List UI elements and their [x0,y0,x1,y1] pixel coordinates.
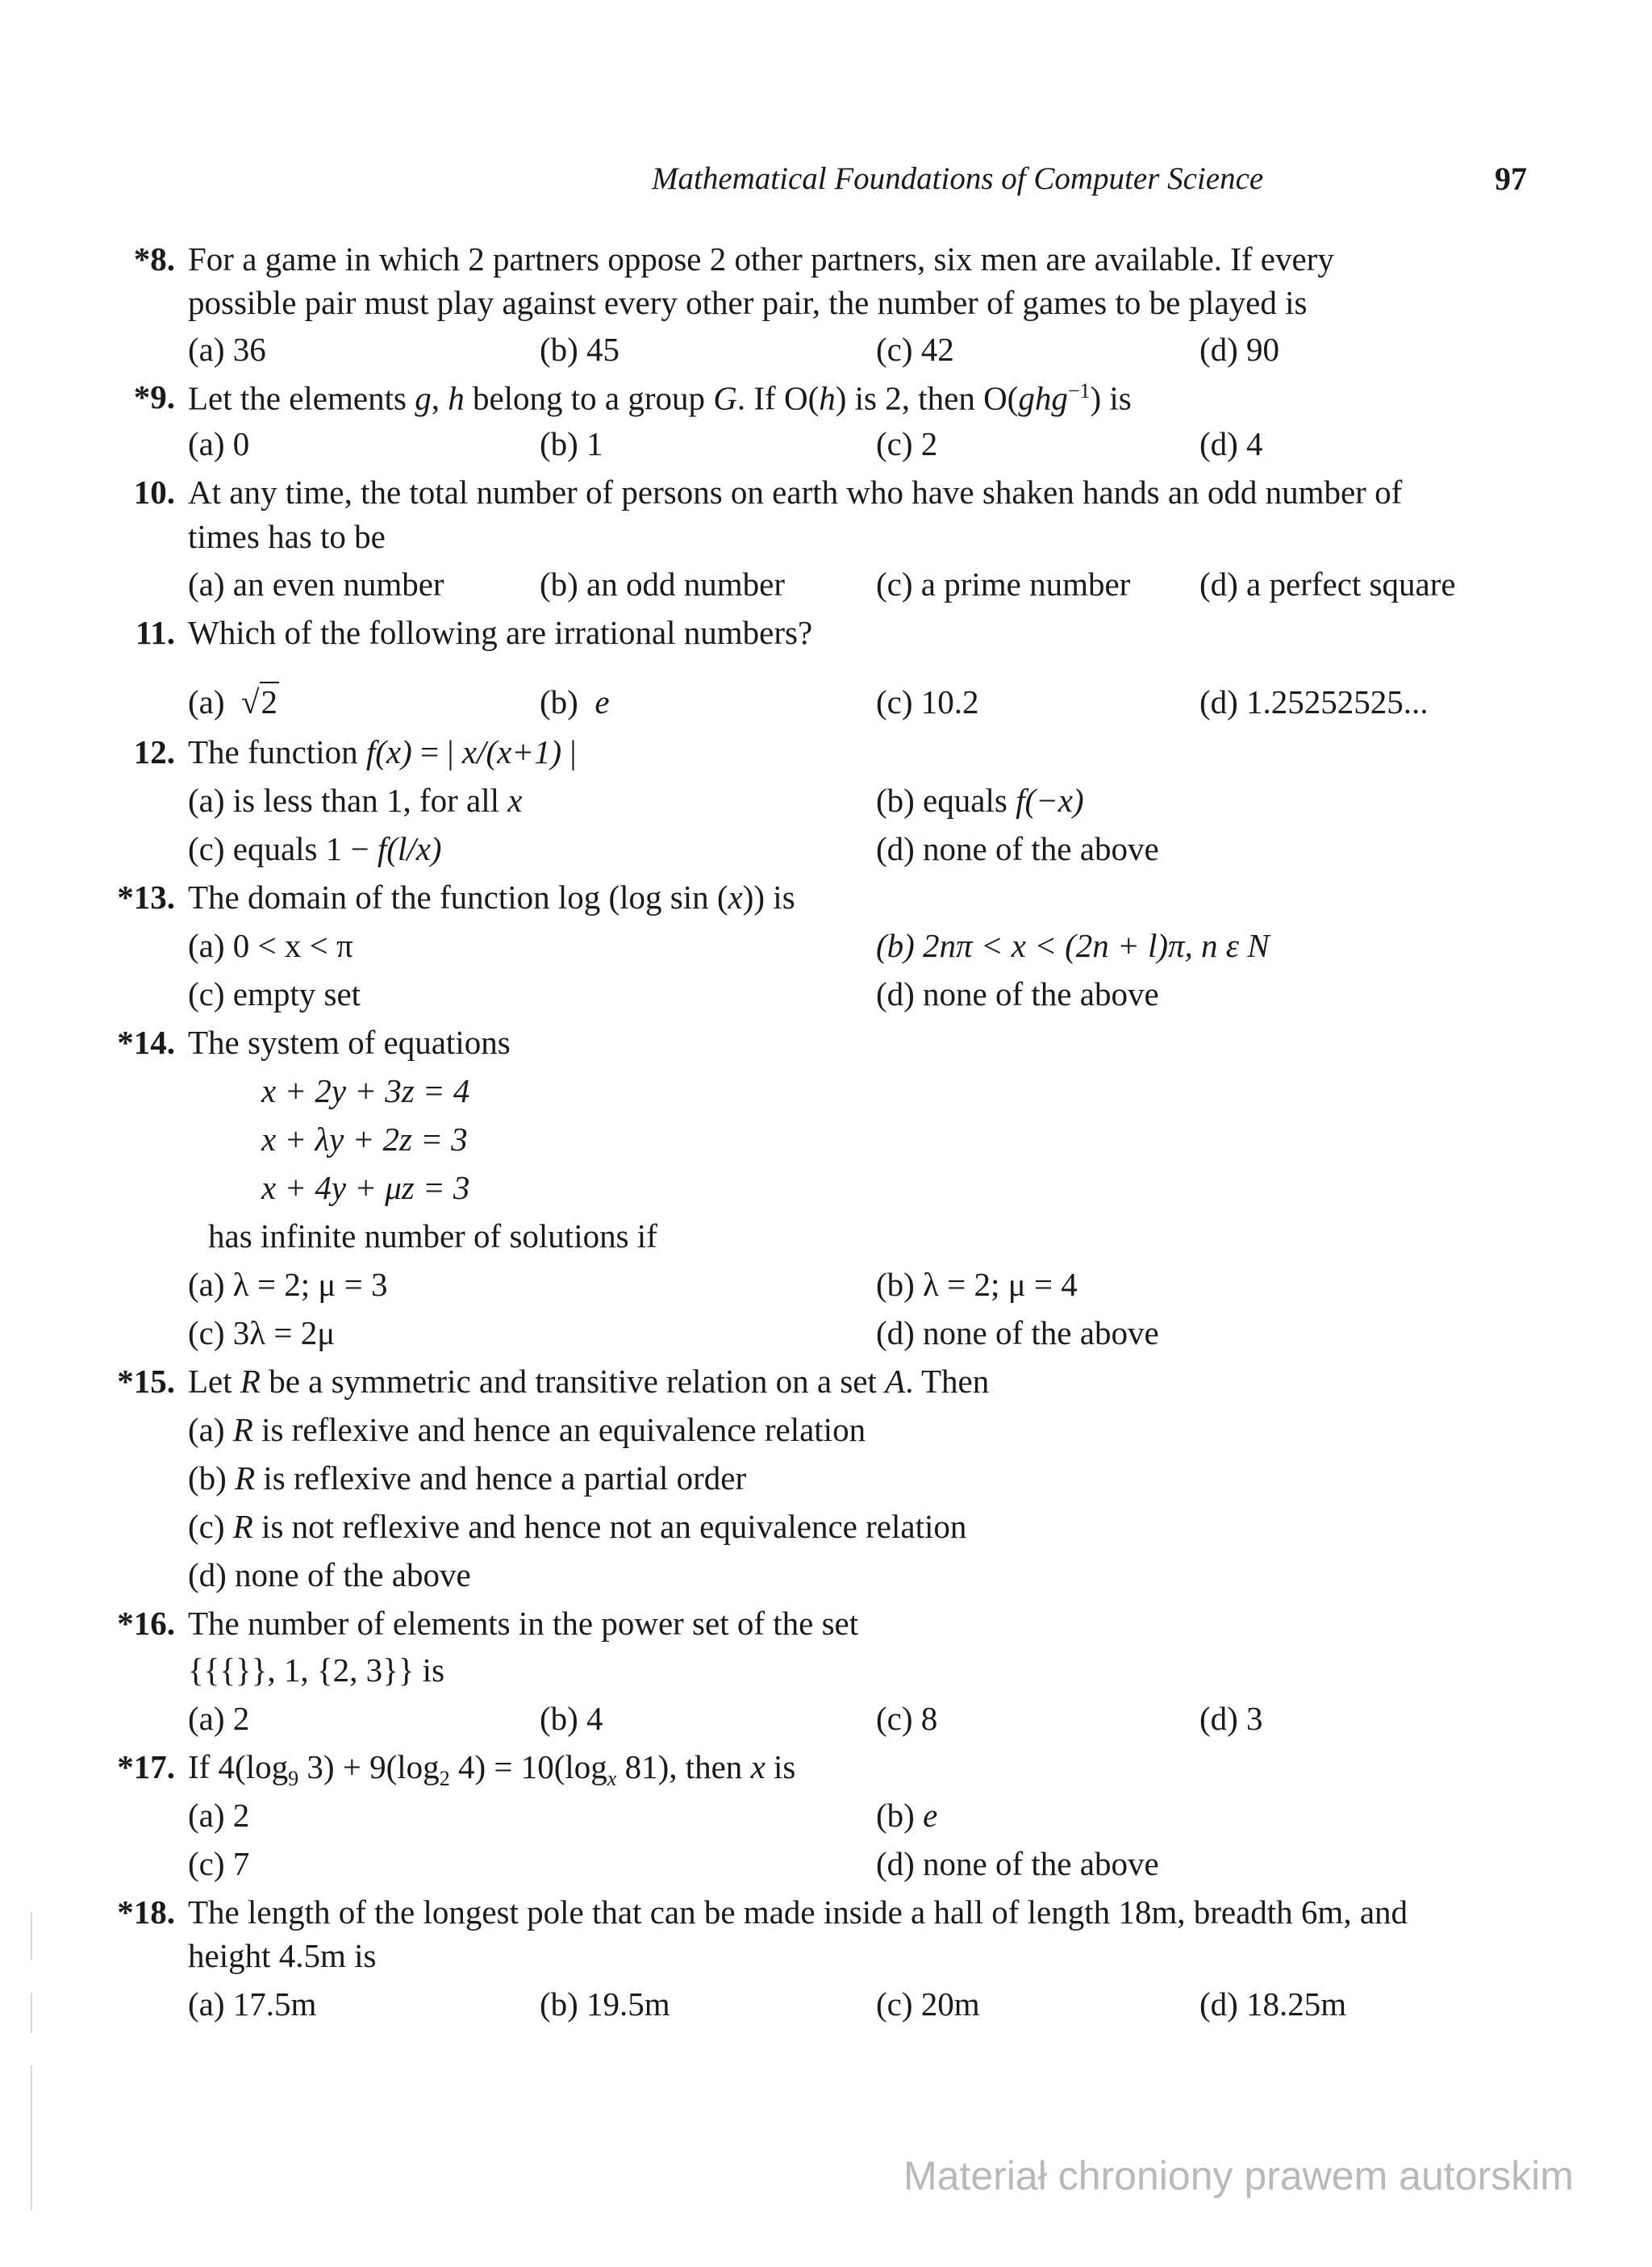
option-a: (a) 0 < x < π [188,927,353,964]
question-text: If $4(\log_9$ $3) + 9(\log_2$ $4) = 10(\log_x$ 81), then x is [188,1748,796,1791]
equation-3: x + 4y + μz = 3 [261,1169,470,1206]
option-c: (c) equals 1 − f(l/x) [188,830,442,867]
question-number: *13. [117,879,175,916]
question-number: *18. [117,1893,175,1931]
option-a: (a) λ = 2; μ = 3 [188,1266,388,1303]
option-a: (a) 2 [188,1700,250,1737]
question-number: *16. [117,1605,175,1642]
question-number: *17. [117,1748,175,1785]
question-text: The system of equations [188,1024,511,1061]
question-text: At any time, the total number of persons on earth who have shaken hands an odd number of [188,474,1403,511]
question-text: For a game in which 2 partners oppose 2 other partners, six men are available. If every [188,240,1334,278]
scan-artifact [31,1993,32,2033]
option-c: (c) 42 [876,331,954,368]
option-a: (a) is less than 1, for all x [188,782,523,819]
equation-2: x + λy + 2z = 3 [261,1121,468,1158]
option-a: (a) 2 [188,1797,250,1834]
option-b: (b) 2nπ < x < (2n + l)π, n ε N [876,927,1270,964]
question-text: The length of the longest pole that can be made inside a hall of length 18m, breadth 6m, and [188,1893,1408,1931]
option-c: (c) 20m [876,1985,980,2023]
option-a: (a) 0 [188,425,250,462]
option-d: (d) 4 [1199,425,1263,462]
option-b: (b) e [540,683,610,720]
option-b: (b) 45 [540,331,620,368]
question-number: 10. [133,474,175,511]
option-b: (b) 19.5m [540,1985,670,2023]
option-d: (d) none of the above [876,830,1159,867]
option-d: (d) none of the above [188,1556,471,1593]
option-a: (a) √2 [188,683,278,720]
option-b: (b) R is reflexive and hence a partial order [188,1459,747,1497]
question-text: Let the elements g, h belong to a group G. If O(h) is 2, then O(ghg$^{-1}$) is [188,379,1132,417]
option-d: (d) none of the above [876,1845,1159,1882]
option-d: (d) 3 [1199,1700,1263,1737]
question-number: 11. [136,614,175,651]
copyright-watermark: Materiał chroniony prawem autorskim [903,2153,1574,2198]
page-number: 97 [1495,161,1527,197]
question-text: possible pair must play against every other pair, the number of games to be played is [188,284,1308,321]
option-d: (d) none of the above [876,975,1159,1012]
question-number: *9. [133,378,175,415]
scan-artifact [31,2065,32,2211]
equation-1: x + 2y + 3z = 4 [261,1072,470,1109]
question-text: Let R be a symmetric and transitive relation on a set A. Then [188,1363,990,1400]
sqrt-symbol: √2 [241,683,278,720]
option-a: (a) 17.5m [188,1985,317,2023]
question-number: 12. [133,733,175,770]
option-c: (c) a prime number [876,566,1131,603]
option-c: (c) empty set [188,975,361,1012]
option-d: (d) none of the above [876,1314,1159,1351]
question-text: Which of the following are irrational numbers? [188,614,813,651]
question-text: The number of elements in the power set of the set [188,1605,859,1642]
question-text: height 4.5m is [188,1937,377,1974]
option-c: (c) 8 [876,1700,938,1737]
option-b: (b) λ = 2; μ = 4 [876,1266,1078,1303]
scan-artifact [31,1912,32,1960]
running-title: Mathematical Foundations of Computer Science [652,161,1264,196]
option-a: (a) an even number [188,566,444,603]
question-text: The domain of the function log (log sin (x)) is [188,879,795,916]
option-d: (d) 90 [1199,331,1280,368]
option-d: (d) 18.25m [1199,1985,1347,2023]
option-c: (c) 3λ = 2μ [188,1314,336,1351]
option-a: (a) 36 [188,331,266,368]
question-number: *8. [133,240,175,278]
option-b: (b) equals f(−x) [876,782,1084,819]
option-d: (d) 1.25252525... [1199,683,1429,720]
option-a: (a) R is reflexive and hence an equivalence relation [188,1411,866,1448]
question-number: *14. [117,1024,175,1061]
option-c: (c) R is not reflexive and hence not an equivalence relation [188,1508,967,1545]
question-text: The function f(x) = | x/(x+1) | [188,733,577,770]
question-text: times has to be [188,518,386,555]
set-expression: {{{}}, 1, {2, 3}} is [188,1651,445,1689]
option-b: (b) an odd number [540,566,785,603]
question-text: has infinite number of solutions if [208,1217,657,1255]
option-b: (b) 1 [540,425,603,462]
option-b: (b) e [876,1797,938,1834]
option-b: (b) 4 [540,1700,603,1737]
question-number: *15. [117,1363,175,1400]
option-c: (c) 2 [876,425,938,462]
option-c: (c) 7 [188,1845,250,1882]
option-c: (c) 10.2 [876,683,979,720]
option-d: (d) a perfect square [1199,566,1456,603]
